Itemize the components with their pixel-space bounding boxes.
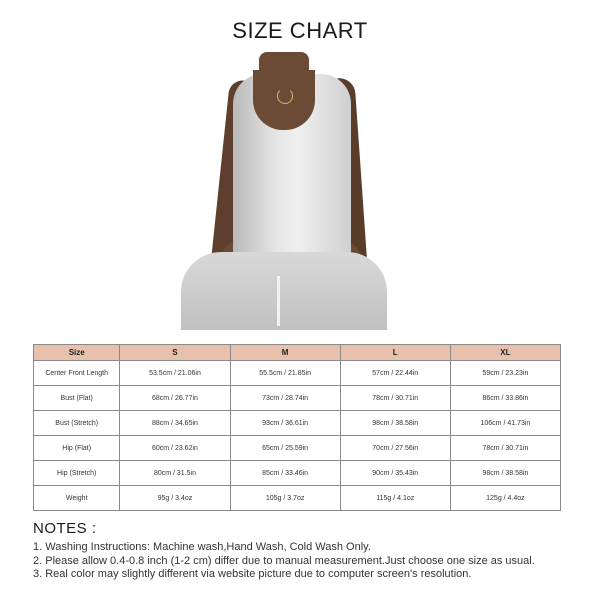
note-item: 3. Real color may slightly different via website picture due to computer screen's resolution. [33, 568, 472, 580]
notes-title: NOTES : [33, 520, 97, 537]
row-label: Bust (Flat) [34, 386, 120, 411]
table-row [34, 361, 561, 386]
notes-list [33, 541, 535, 582]
table-cell: 88cm / 34.65in [120, 411, 230, 436]
note-item: 1. Washing Instructions: Machine wash,Hand Wash, Cold Wash Only. [33, 541, 371, 553]
product-photo [181, 52, 387, 330]
table-cell: 85cm / 33.46in [230, 461, 340, 486]
row-label: Hip (Flat) [34, 436, 120, 461]
header-cell: L [340, 345, 450, 361]
header-cell: Size [34, 345, 120, 361]
row-label: Hip (Stretch) [34, 461, 120, 486]
table-cell: 57cm / 22.44in [340, 361, 450, 386]
header-cell: XL [450, 345, 560, 361]
size-table [33, 344, 561, 511]
row-label: Bust (Stretch) [34, 411, 120, 436]
table-cell: 125g / 4.4oz [450, 486, 560, 511]
header-cell: M [230, 345, 340, 361]
table-cell: 90cm / 35.43in [340, 461, 450, 486]
table-cell: 98cm / 38.58in [340, 411, 450, 436]
table-cell: 73cm / 28.74in [230, 386, 340, 411]
table-cell: 115g / 4.1oz [340, 486, 450, 511]
table-row [34, 386, 561, 411]
table-cell: 70cm / 27.56in [340, 436, 450, 461]
table-cell: 95g / 3.4oz [120, 486, 230, 511]
table-cell: 55.5cm / 21.85in [230, 361, 340, 386]
table-row [34, 486, 561, 511]
table-row [34, 461, 561, 486]
table-row [34, 436, 561, 461]
table-row [34, 411, 561, 436]
table-cell: 80cm / 31.5in [120, 461, 230, 486]
table-cell: 53.5cm / 21.06in [120, 361, 230, 386]
table-header-row [34, 345, 561, 361]
table-cell: 78cm / 30.71in [450, 436, 560, 461]
table-cell: 60cm / 23.62in [120, 436, 230, 461]
row-label: Weight [34, 486, 120, 511]
table-cell: 78cm / 30.71in [340, 386, 450, 411]
table-cell: 98cm / 38.58in [450, 461, 560, 486]
table-cell: 105g / 3.7oz [230, 486, 340, 511]
necklace [277, 88, 293, 104]
table-cell: 59cm / 23.23in [450, 361, 560, 386]
note-item: 2. Please allow 0.4-0.8 inch (1-2 cm) differ due to manual measurement.Just choose one size as usual. [33, 554, 535, 567]
table-cell: 106cm / 41.73in [450, 411, 560, 436]
pants-drawstring [277, 276, 280, 326]
page-title: SIZE CHART [232, 18, 368, 43]
table-cell: 65cm / 25.59in [230, 436, 340, 461]
row-label: Center Front Length [34, 361, 120, 386]
header-cell: S [120, 345, 230, 361]
table-cell: 86cm / 33.86in [450, 386, 560, 411]
table-cell: 93cm / 36.61in [230, 411, 340, 436]
table-cell: 68cm / 26.77in [120, 386, 230, 411]
sweatpants [181, 252, 387, 330]
